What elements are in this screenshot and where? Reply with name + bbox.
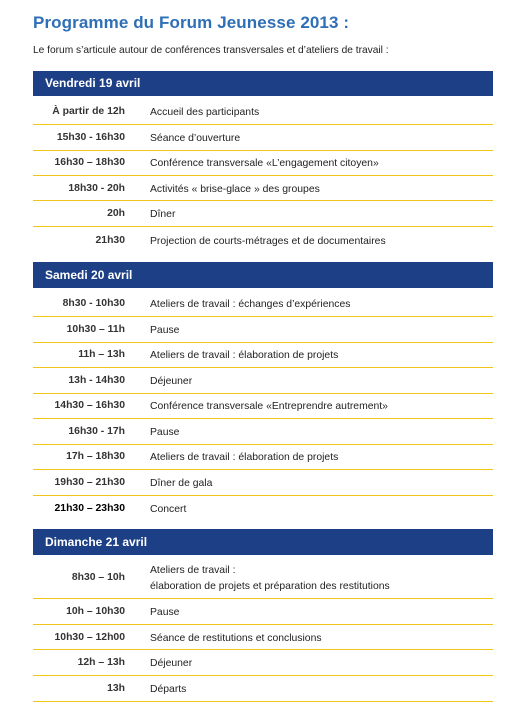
row-time: 15h30 - 16h30	[56, 132, 125, 143]
schedule-row	[33, 419, 493, 445]
day-header-friday: Vendredi 19 avril	[33, 71, 493, 96]
row-time: 13h - 14h30	[68, 375, 125, 386]
schedule-row	[33, 676, 493, 702]
schedule-row	[33, 368, 493, 394]
row-time: 21h30 – 23h30	[54, 503, 125, 514]
row-time: 19h30 – 21h30	[54, 477, 125, 488]
schedule-row	[33, 650, 493, 676]
row-activity: Départs	[150, 684, 187, 695]
row-activity: Séance de restitutions et conclusions	[150, 633, 322, 644]
row-activity: Activités « brise-glace » des groupes	[150, 184, 320, 195]
row-activity: Ateliers de travail : élaboration de projets	[150, 452, 339, 463]
schedule-row	[33, 559, 493, 599]
row-time: 21h30	[95, 235, 125, 246]
row-activity: Dîner	[150, 209, 176, 220]
row-activity: Projection de courts-métrages et de documentaires	[150, 236, 386, 247]
row-time: 8h30 – 10h	[71, 572, 125, 583]
row-activity: Séance d’ouverture	[150, 133, 241, 144]
row-activity: Pause	[150, 427, 180, 438]
row-time: 8h30 - 10h30	[62, 298, 125, 309]
row-activity: Ateliers de travail : élaboration de projets	[150, 350, 339, 361]
row-activity: Conférence transversale «L’engagement citoyen»	[150, 158, 379, 169]
schedule-row	[33, 445, 493, 470]
row-time: 16h30 – 18h30	[54, 157, 125, 168]
row-time: 20h	[107, 208, 125, 219]
page-title: Programme du Forum Jeunesse 2013 :	[33, 13, 350, 32]
row-activity-line2: élaboration de projets et préparation des restitutions	[150, 581, 390, 592]
row-activity: Déjeuner	[150, 376, 193, 387]
row-time: 14h30 – 16h30	[54, 400, 125, 411]
schedule-row	[33, 151, 493, 176]
intro-text: Le forum s’articule autour de conférences transversales et d’ateliers de travail :	[33, 45, 389, 56]
schedule-row	[33, 470, 493, 496]
schedule-row	[33, 201, 493, 227]
row-activity: Accueil des participants	[150, 107, 260, 118]
row-time: 11h – 13h	[78, 349, 125, 360]
row-activity: Déjeuner	[150, 658, 193, 669]
day-header-sunday: Dimanche 21 avril	[33, 529, 493, 555]
schedule-row	[33, 317, 493, 343]
day-header-saturday: Samedi 20 avril	[33, 262, 493, 288]
schedule-row	[33, 100, 493, 125]
row-time: 12h – 13h	[77, 657, 125, 668]
row-time: 10h30 – 11h	[66, 324, 125, 335]
row-activity: Dîner de gala	[150, 478, 213, 489]
schedule-row	[33, 292, 493, 317]
row-activity: Concert	[150, 504, 187, 515]
row-time: À partir de 12h	[52, 106, 125, 117]
row-time: 13h	[107, 683, 125, 694]
schedule-row	[33, 176, 493, 201]
schedule-row	[33, 394, 493, 419]
row-time: 16h30 - 17h	[68, 426, 125, 437]
schedule-row	[33, 599, 493, 625]
schedule-row	[33, 343, 493, 368]
row-time: 10h30 – 12h00	[54, 632, 125, 643]
schedule-row	[33, 625, 493, 650]
row-activity: Conférence transversale «Entreprendre autrement»	[150, 401, 388, 412]
row-time: 17h – 18h30	[66, 451, 125, 462]
schedule-row	[33, 125, 493, 151]
row-time: 18h30 - 20h	[68, 183, 125, 194]
row-time: 10h – 10h30	[66, 606, 125, 617]
row-activity: Pause	[150, 325, 180, 336]
schedule-row	[33, 227, 493, 254]
row-activity: Pause	[150, 607, 180, 618]
schedule-row	[33, 496, 493, 522]
row-activity: Ateliers de travail :	[150, 565, 236, 576]
row-activity: Ateliers de travail : échanges d’expériences	[150, 299, 351, 310]
